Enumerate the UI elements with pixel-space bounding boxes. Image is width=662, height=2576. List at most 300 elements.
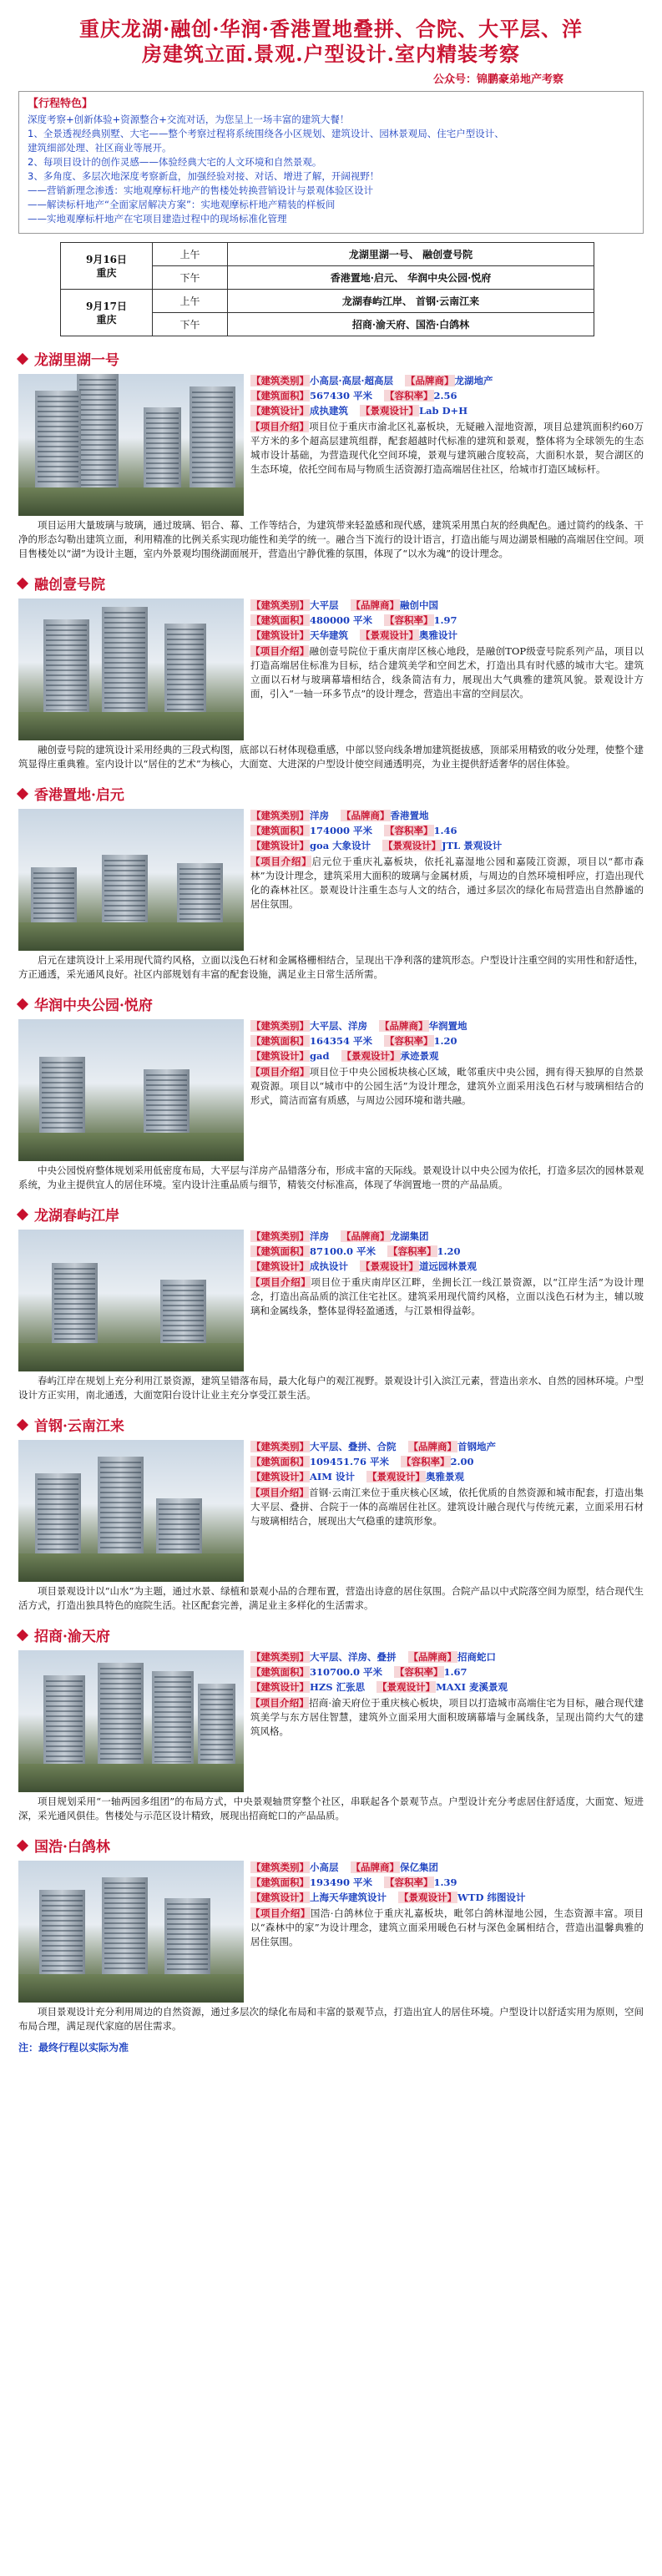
tag-key: 【建筑类别】: [251, 1020, 309, 1032]
tag-value: 小高层·高层·超高层: [310, 375, 394, 386]
schedule-time: 上午: [153, 290, 228, 313]
project-heading: [18, 348, 644, 369]
tag-key: 【建筑类别】: [251, 1861, 309, 1873]
project-intro: [250, 1065, 644, 1108]
photo-building: [198, 1684, 235, 1767]
tag-value: 保亿集团: [400, 1861, 438, 1873]
tag-key: 【建筑设计】: [251, 1471, 309, 1482]
tag-value: 小高层: [310, 1861, 339, 1873]
schedule-itinerary: 招商·渝天府、国浩·白鸽林: [228, 313, 594, 336]
tag-landscape: [382, 839, 502, 853]
tag-value: 香港置地: [390, 810, 429, 821]
project-body: [18, 809, 644, 951]
tag-architect: [250, 629, 348, 643]
tag-landscape: [366, 1470, 464, 1484]
project-heading: [18, 783, 644, 804]
photo-building: [160, 1280, 206, 1346]
project-section: [18, 783, 644, 982]
tag-row: [250, 1891, 644, 1905]
tag-architect: [250, 1891, 387, 1905]
tag-architect: [250, 1470, 355, 1484]
project-intro-text: 融创壹号院位于重庆南岸区核心地段，是融创TOP级壹号院系列产品，项目以打造高端居住标准为目标，结合建筑美学和空间艺术，打造出具有时代感的城市大宅。建筑立面以石材与玻璃幕墙相结合，线条简洁有力，展现出大气典雅的建筑风貌。景观设计方面，引入“一轴一环多节点”的设计理念，营造出丰富的空间层次。: [250, 645, 644, 700]
project-section: [18, 573, 644, 771]
tag-row: [250, 389, 644, 403]
tag-row: [250, 1861, 644, 1875]
title-line-1: 重庆龙湖·融创·华润·香港置地叠拼、合院、大平层、洋: [78, 17, 584, 41]
tag-value: 480000 平米: [310, 614, 373, 626]
tag-category: [250, 1861, 339, 1875]
photo-building: [52, 1263, 98, 1346]
tag-key: 【景观设计】: [377, 1681, 436, 1693]
tag-landscape: [398, 1891, 525, 1905]
tag-value: 洋房: [310, 1230, 329, 1242]
project-description: 融创壹号院的建筑设计采用经典的三段式构图，底部以石材体现稳重感，中部以竖向线条增加建筑挺拔感，顶部采用精致的收分处理，使整个建筑显得庄重典雅。室内设计以“居住的艺术”为核心，大面宽、大进深的户型设计使空间通透明亮，为业主提供舒适奢华的居住体验。: [18, 744, 644, 770]
project-photo: [18, 1861, 244, 2003]
project-heading: [18, 573, 644, 593]
project-info: [250, 1650, 644, 1739]
tag-key: 【建筑类别】: [251, 1651, 309, 1663]
tag-area: [250, 1455, 389, 1469]
tag-architect: [250, 1680, 365, 1695]
tag-row: [250, 1260, 644, 1274]
project-description: 启元在建筑设计上采用现代简约风格，立面以浅色石材和金属格栅相结合，呈现出干净利落的建筑形态。户型设计注重空间的实用性和舒适性，方正通透，采光通风良好。社区内部规划有丰富的配套设施，满足业主日常生活所需。: [18, 954, 644, 980]
tag-far: [394, 1665, 467, 1679]
tag-key: 【容积率】: [385, 1876, 433, 1888]
tag-area: [250, 1034, 372, 1048]
project-description: 项目景观设计以“山水”为主题，通过水景、绿植和景观小品的合理布置，营造出诗意的居住氛围。合院产品以中式院落空间为原型，结合现代生活方式，打造出独具特色的庭院生活。社区配套完善，满足业主多样化的生活需求。: [18, 1585, 644, 1611]
tag-row: [250, 1455, 644, 1469]
tag-key: 【容积率】: [385, 614, 433, 626]
table-row: [61, 243, 594, 266]
tag-landscape: [376, 1680, 508, 1695]
tag-developer: [341, 809, 429, 823]
tag-key: 【建筑设计】: [251, 1260, 309, 1272]
tag-value: 融创中国: [400, 599, 438, 611]
tag-far: [384, 389, 457, 403]
project-photo: [18, 1230, 244, 1371]
tag-value: 道远园林景观: [419, 1260, 477, 1272]
photo-ground: [18, 1343, 244, 1371]
project-info: [250, 809, 644, 912]
project-description: 项目规划采用“一轴两园多组团”的布局方式，中央景观轴贯穿整个社区，串联起各个景观节点。户型设计充分考虑居住舒适度，大面宽、短进深，采光通风俱佳。售楼处与示范区设计精致，展现出招商蛇口的产品品质。: [18, 1796, 644, 1821]
tag-value: 首钢地产: [457, 1441, 496, 1452]
intro-box: [18, 91, 644, 234]
photo-building: [39, 1057, 85, 1136]
schedule-date: [61, 290, 153, 336]
project-section: [18, 1624, 644, 1823]
tag-category: [250, 599, 339, 613]
project-info: [250, 1440, 644, 1528]
project-name: 华润中央公园·悦府: [34, 998, 153, 1014]
tag-key: 【项目介绍】: [250, 1276, 311, 1288]
page-subtitle: 公众号：锦鹏豪弟地产考察: [432, 73, 563, 86]
tag-row: [250, 1650, 644, 1664]
project-photo: [18, 374, 244, 516]
diamond-bullet-icon: [17, 787, 28, 799]
tag-architect: [250, 839, 371, 853]
tag-key: 【建筑面积】: [251, 390, 309, 402]
diamond-bullet-icon: [17, 352, 28, 364]
tag-row: [250, 839, 644, 853]
tag-value: AIM 设计: [310, 1471, 356, 1482]
photo-ground: [18, 487, 244, 516]
tag-value: 华润置地: [428, 1020, 467, 1032]
project-intro-text: 项目位于重庆市渝北区礼嘉板块，无疑融入湿地资源，项目总建筑面积约60万平方米的多个超高层建筑组群，配套超越时代标准的建筑和景观，整体将为全球领先的生态城市设计基础，为营造现代化空间环境，景观与建筑融合度较高，大面积水景，契合湖区的生态环境，依托空间布局与物质生活资源打造高端居住社区，给城市打造区域标杆。: [250, 421, 644, 475]
photo-ground: [18, 922, 244, 951]
tag-far: [384, 614, 457, 628]
tag-key: 【景观设计】: [361, 405, 418, 417]
project-description: 中央公园悦府整体规划采用低密度布局，大平层与洋房产品错落分布，形成丰富的天际线。景观设计以中央公园为依托，打造多层次的园林景观系统，为业主提供宜人的居住环境。室内设计注重品质与细节，精装交付标准高，体现了华润置地一贯的产品品质。: [18, 1164, 644, 1190]
tag-key: 【建筑设计】: [251, 629, 309, 641]
tag-value: 87100.0 平米: [310, 1245, 376, 1257]
project-intro: [250, 1696, 644, 1739]
photo-ground: [18, 1553, 244, 1582]
photo-building: [35, 391, 81, 491]
project-section: [18, 348, 644, 561]
project-info: [250, 374, 644, 477]
tag-key: 【项目介绍】: [250, 645, 310, 657]
tag-key: 【项目介绍】: [250, 1697, 310, 1709]
tag-category: [250, 1230, 329, 1244]
project-info: [250, 1019, 644, 1108]
photo-building: [156, 1498, 202, 1557]
tag-row: [250, 1245, 644, 1259]
project-section: [18, 1835, 644, 2033]
project-intro-text: 国浩·白鸽林位于重庆礼嘉板块，毗邻白鸽林湿地公园，生态资源丰富。项目以“森林中的家”为设计理念，建筑立面采用暖色石材与深色金属相结合，营造出温馨典雅的居住氛围。: [250, 1907, 644, 1947]
photo-building: [102, 1877, 148, 1977]
photo-building: [98, 1457, 144, 1557]
tag-value: 招商蛇口: [457, 1651, 496, 1663]
title-line-2: 房建筑立面.景观.户型设计.室内精装考察: [141, 42, 521, 66]
project-intro: [250, 644, 644, 701]
project-photo: [18, 1650, 244, 1792]
diamond-bullet-icon: [17, 998, 28, 1009]
schedule-time: 下午: [153, 313, 228, 336]
tag-row: [250, 374, 644, 388]
project-intro-text: 首钢·云南江来位于重庆核心区域，依托优质的自然资源和城市配套，打造出集大平层、叠拼、合院于一体的高端居住社区。建筑设计融合现代与传统元素，立面采用石材与玻璃相结合，展现出大气稳重的建筑形象。: [250, 1487, 644, 1527]
intro-line: 1、全景透视经典别墅、大宅——整个考察过程将系统围绕各小区规划、建筑设计、园林景观局、住宅户型设计、: [28, 128, 504, 139]
project-body: [18, 1440, 644, 1582]
project-body: [18, 1861, 644, 2003]
schedule-date-city: 重庆: [96, 313, 117, 326]
tag-key: 【建筑面积】: [251, 1666, 309, 1678]
photo-building: [77, 374, 119, 491]
schedule-date: [61, 243, 153, 290]
project-intro: [250, 855, 644, 912]
tag-value: 大平层、洋房: [310, 1020, 367, 1032]
project-description: 春屿江岸在规划上充分利用江景资源，建筑呈错落布局，最大化每户的观江视野。景观设计引入滨江元素，营造出亲水、自然的园林环境。户型设计方正实用，南北通透，大面宽阳台设计让业主充分享受江景生活。: [18, 1375, 644, 1401]
tag-key: 【建筑面积】: [251, 1876, 309, 1888]
tag-key: 【品牌商】: [380, 1020, 428, 1032]
project-intro-text: 招商·渝天府位于重庆核心板块，项目以打造城市高端住宅为目标，融合现代建筑美学与东方居住智慧，建筑外立面采用大面积玻璃幕墙与金属线条，呈现出简约大气的建筑风格。: [250, 1697, 644, 1737]
tag-value: 2.00: [450, 1456, 474, 1467]
tag-developer: [405, 374, 493, 388]
tag-key: 【景观设计】: [367, 1471, 426, 1482]
project-name: 首钢·云南江来: [34, 1418, 124, 1435]
tag-value: 1.97: [433, 614, 457, 626]
project-section: [18, 993, 644, 1192]
tag-value: 567430 平米: [310, 390, 373, 402]
tag-row: [250, 1680, 644, 1695]
project-photo: [18, 1019, 244, 1161]
tag-row: [250, 1230, 644, 1244]
project-section: [18, 1414, 644, 1613]
tag-key: 【建筑类别】: [251, 810, 309, 821]
project-intro-text: 项目位于中央公园板块核心区域，毗邻重庆中央公园，拥有得天独厚的自然景观资源。项目以“城市中的公园生活”为设计理念，建筑外立面采用浅色石材与玻璃相结合的形式，简洁而富有质感，与周边公园环境和谐共融。: [250, 1066, 644, 1106]
intro-line: ——实地观摩标杆地产在宅项目建造过程中的现场标准化管理: [28, 213, 287, 225]
photo-building: [177, 863, 223, 926]
project-name: 国浩·白鸽林: [34, 1839, 110, 1856]
tag-row: [250, 809, 644, 823]
project-intro: [250, 420, 644, 477]
project-info: [250, 1861, 644, 1949]
project-body: [18, 599, 644, 740]
tag-value: 大平层、洋房、叠拼: [310, 1651, 397, 1663]
tag-architect: [250, 1260, 348, 1274]
tag-key: 【景观设计】: [341, 1050, 400, 1062]
tag-row: [250, 1019, 644, 1033]
tag-key: 【品牌商】: [406, 375, 454, 386]
project-heading: [18, 1204, 644, 1225]
tag-key: 【建筑面积】: [251, 614, 309, 626]
photo-building: [43, 619, 89, 715]
tag-value: 大平层、叠拼、合院: [310, 1441, 397, 1452]
tag-key: 【建筑设计】: [251, 840, 309, 851]
tag-key: 【建筑设计】: [251, 1681, 309, 1693]
tag-value: 193490 平米: [310, 1876, 373, 1888]
tag-value: 1.20: [433, 1035, 457, 1047]
tag-value: Lab D+H: [419, 405, 468, 417]
tag-value: 109451.76 平米: [310, 1456, 390, 1467]
tag-key: 【品牌商】: [408, 1441, 457, 1452]
photo-ground: [18, 1133, 244, 1161]
page-title: [18, 0, 644, 67]
tag-architect: [250, 1049, 330, 1063]
project-body: [18, 1230, 644, 1371]
intro-line: 2、每项目设计的创作灵感——体验经典大宅的人文环境和自然景观。: [28, 156, 322, 168]
photo-building: [102, 855, 148, 926]
tag-value: 奥雅设计: [419, 629, 457, 641]
tag-key: 【品牌商】: [351, 599, 399, 611]
tag-value: 1.67: [443, 1666, 467, 1678]
tag-area: [250, 614, 372, 628]
tag-key: 【景观设计】: [399, 1892, 457, 1903]
tag-key: 【建筑类别】: [251, 1441, 309, 1452]
tag-value: WTD 纬图设计: [457, 1892, 526, 1903]
photo-building: [98, 1663, 144, 1767]
tag-value: 龙湖地产: [454, 375, 493, 386]
tag-value: 洋房: [310, 810, 329, 821]
tag-key: 【项目介绍】: [250, 1066, 310, 1078]
tag-key: 【建筑面积】: [251, 825, 309, 836]
diamond-bullet-icon: [17, 1418, 28, 1430]
tag-developer: [351, 1861, 439, 1875]
tag-key: 【建筑面积】: [251, 1035, 309, 1047]
tag-row: [250, 599, 644, 613]
tag-value: 2.56: [433, 390, 457, 402]
tag-row: [250, 1876, 644, 1890]
project-intro: [250, 1486, 644, 1528]
tag-developer: [408, 1440, 497, 1454]
project-heading: [18, 1835, 644, 1856]
tag-key: 【建筑设计】: [251, 1050, 309, 1062]
tag-far: [401, 1455, 474, 1469]
project-section: [18, 1204, 644, 1402]
tag-key: 【容积率】: [402, 1456, 450, 1467]
tag-category: [250, 1440, 397, 1454]
tag-area: [250, 389, 372, 403]
tag-key: 【景观设计】: [361, 1260, 418, 1272]
tag-value: 天华建筑: [310, 629, 348, 641]
tag-value: 1.20: [437, 1245, 461, 1257]
tag-landscape: [360, 1260, 477, 1274]
schedule-table: [60, 242, 594, 336]
table-row: [61, 290, 594, 313]
intro-line: ——营销新理念渗透：实地观摩标杆地产的售楼处转换营销设计与景观体验区设计: [28, 184, 373, 196]
photo-building: [39, 1890, 85, 1977]
project-name: 招商·渝天府: [34, 1629, 110, 1645]
photo-building: [164, 1898, 210, 1977]
photo-building: [31, 867, 77, 926]
project-list: [18, 348, 644, 2033]
photo-building: [43, 1675, 85, 1767]
tag-landscape: [341, 1049, 439, 1063]
tag-value: MAXI 麦溪景观: [436, 1681, 508, 1693]
tag-developer: [351, 599, 439, 613]
project-intro-text: 启元位于重庆礼嘉板块，依托礼嘉湿地公园和嘉陵江资源，项目以“都市森林”为设计理念，建筑采用大面积的玻璃与金属材质，与周边的自然环境相呼应，打造出现代化的森林社区。景观设计注重生态与人文的结合，通过多层次的绿化布局营造出自然静谧的居住氛围。: [250, 856, 644, 910]
tag-category: [250, 374, 393, 388]
tag-value: 成执设计: [310, 1260, 348, 1272]
project-intro: [250, 1907, 644, 1949]
tag-developer: [408, 1650, 497, 1664]
schedule-time: 下午: [153, 266, 228, 290]
schedule-itinerary: 龙湖里湖一号、 融创壹号院: [228, 243, 594, 266]
tag-key: 【建筑面积】: [251, 1456, 309, 1467]
tag-key: 【项目介绍】: [250, 421, 310, 432]
tag-value: 成执建筑: [310, 405, 348, 417]
schedule-date-day: 9月16日: [85, 253, 128, 265]
photo-ground: [18, 1974, 244, 2003]
tag-architect: [250, 404, 348, 418]
tag-far: [384, 1034, 457, 1048]
project-body: [18, 1019, 644, 1161]
tag-area: [250, 1876, 372, 1890]
photo-building: [164, 624, 206, 715]
tag-value: 1.46: [433, 825, 457, 836]
tag-key: 【建筑设计】: [251, 405, 309, 417]
project-body: [18, 374, 644, 516]
tag-value: 164354 平米: [310, 1035, 373, 1047]
schedule-date-day: 9月17日: [85, 300, 128, 312]
tag-landscape: [360, 404, 467, 418]
tag-value: goa 大象设计: [310, 840, 371, 851]
tag-key: 【项目介绍】: [250, 856, 312, 867]
project-name: 龙湖里湖一号: [34, 352, 119, 369]
tag-key: 【容积率】: [395, 1666, 443, 1678]
project-intro-text: 项目位于重庆南岸区江畔，坐拥长江一线江景资源，以“江岸生活”为设计理念，打造出高品质的滨江住宅社区。建筑采用现代简约风格，立面以浅色石材为主，辅以玻璃和金属线条，整体显得轻盈通透，与江景相得益彰。: [250, 1276, 644, 1316]
tag-key: 【容积率】: [385, 825, 433, 836]
tag-far: [384, 1876, 457, 1890]
tag-category: [250, 1019, 367, 1033]
tag-row: [250, 1470, 644, 1484]
tag-value: 上海天华建筑设计: [310, 1892, 387, 1903]
project-body: [18, 1650, 644, 1792]
photo-building: [190, 386, 235, 491]
tag-key: 【项目介绍】: [250, 1487, 310, 1498]
project-photo: [18, 1440, 244, 1582]
tag-row: [250, 614, 644, 628]
tag-key: 【容积率】: [388, 1245, 437, 1257]
tag-row: [250, 629, 644, 643]
project-photo: [18, 599, 244, 740]
intro-line: 深度考察+创新体验+资源整合+交流对话，为您呈上一场丰富的建筑大餐！: [28, 114, 350, 125]
tag-developer: [341, 1230, 429, 1244]
photo-building: [35, 1473, 81, 1557]
project-name: 龙湖春屿江岸: [34, 1208, 119, 1225]
tag-value: 1.39: [433, 1876, 457, 1888]
intro-line: 3、多角度、多层次地深度考察新盘，加强经验对接、对话、增进了解，开阔视野！: [28, 170, 380, 182]
tag-row: [250, 404, 644, 418]
tag-row: [250, 1049, 644, 1063]
tag-value: 174000 平米: [310, 825, 373, 836]
intro-line: 建筑细部处理、社区商业等展开。: [28, 142, 172, 154]
tag-value: 承迹景观: [400, 1050, 439, 1062]
tag-area: [250, 1665, 382, 1679]
tag-key: 【品牌商】: [351, 1861, 399, 1873]
tag-category: [250, 1650, 397, 1664]
tag-key: 【建筑类别】: [251, 599, 309, 611]
tag-key: 【建筑类别】: [251, 375, 309, 386]
tag-key: 【项目介绍】: [250, 1907, 311, 1919]
tag-category: [250, 809, 329, 823]
tag-key: 【品牌商】: [408, 1651, 457, 1663]
project-info: [250, 599, 644, 701]
diamond-bullet-icon: [17, 1839, 28, 1851]
project-name: 香港置地·启元: [34, 787, 124, 804]
project-heading: [18, 993, 644, 1014]
project-photo: [18, 809, 244, 951]
tag-key: 【景观设计】: [383, 840, 442, 851]
tag-landscape: [360, 629, 457, 643]
tag-key: 【建筑面积】: [251, 1245, 309, 1257]
tag-key: 【建筑类别】: [251, 1230, 309, 1242]
tag-value: gad: [310, 1050, 330, 1062]
tag-far: [384, 824, 457, 838]
project-info: [250, 1230, 644, 1318]
tag-value: 大平层: [310, 599, 339, 611]
tag-row: [250, 1440, 644, 1454]
diamond-bullet-icon: [17, 1629, 28, 1640]
tag-far: [387, 1245, 461, 1259]
tag-value: 310700.0 平米: [310, 1666, 383, 1678]
project-intro: [250, 1275, 644, 1318]
photo-building: [144, 407, 181, 491]
tag-area: [250, 1245, 376, 1259]
photo-building: [152, 1671, 194, 1767]
project-heading: [18, 1624, 644, 1645]
footer-note: 注：最终行程以实际为准: [18, 2042, 129, 2053]
project-description: 项目运用大量玻璃与玻璃，通过玻璃、铝合、幕、工作等结合，为建筑带来轻盈感和现代感，建筑采用黑白灰的经典配色。通过简约的线条、干净的形态勾勒出建筑立面，利用精准的比例关系实现功能性和美学的统一。融合当下流行的设计语言，打造出能与周边湖景相融的高端居住空间。项目售楼处以“湖”为设计主题，室内外景观均围绕湖面展开，营造出宁静优雅的氛围，体现了“以水为魂”的设计理念。: [18, 519, 644, 559]
diamond-bullet-icon: [17, 1208, 28, 1220]
tag-row: [250, 1665, 644, 1679]
tag-key: 【品牌商】: [341, 810, 390, 821]
tag-developer: [379, 1019, 467, 1033]
tag-key: 【容积率】: [385, 1035, 433, 1047]
project-heading: [18, 1414, 644, 1435]
photo-ground: [18, 712, 244, 740]
schedule-itinerary: 香港置地·启元、 华润中央公园·悦府: [228, 266, 594, 290]
schedule-time: 上午: [153, 243, 228, 266]
